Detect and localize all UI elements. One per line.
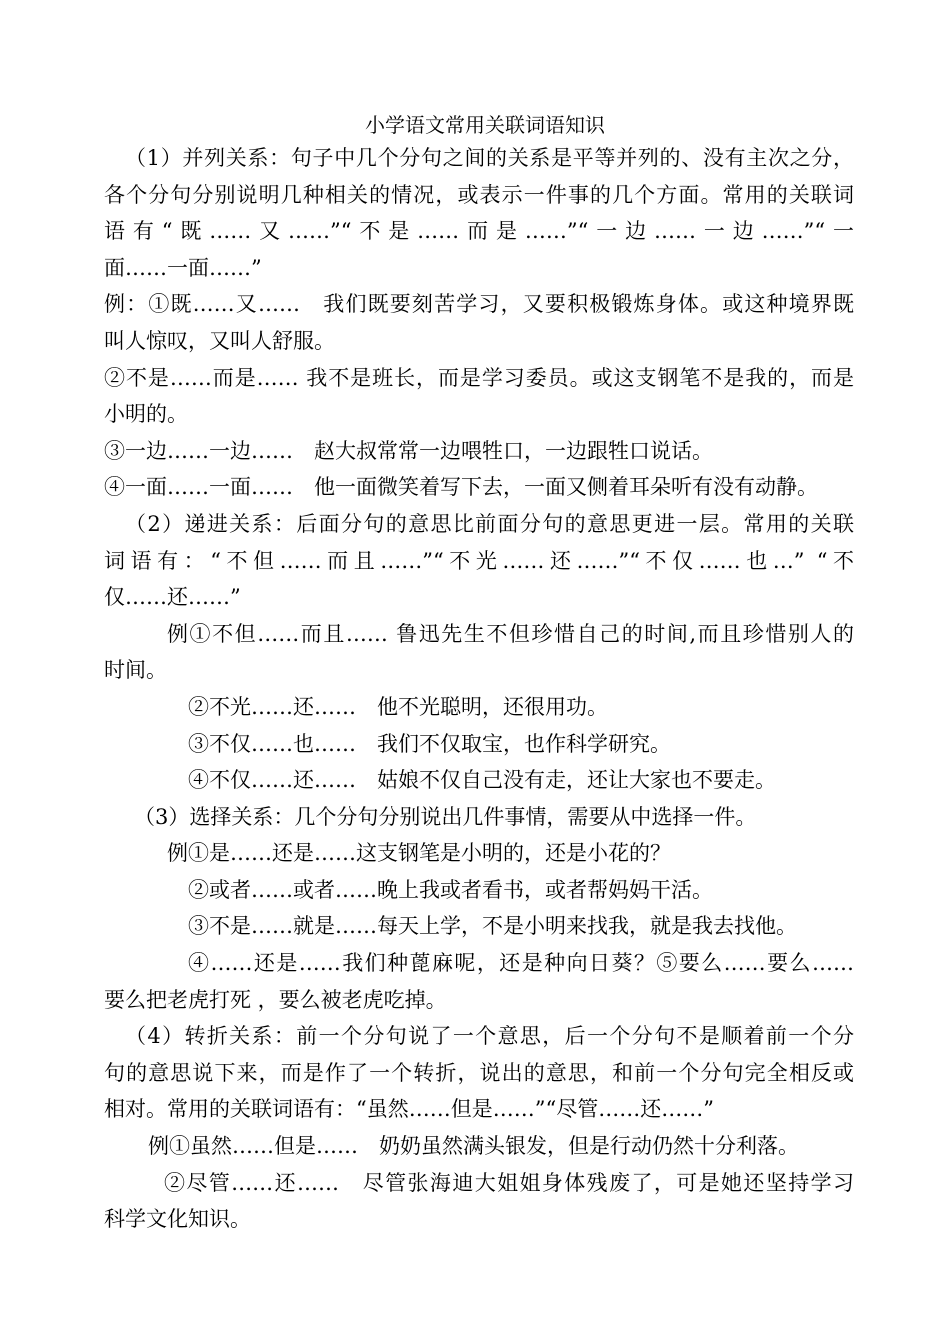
- text-line: 叫人惊叹，又叫人舒服。: [104, 328, 335, 353]
- text-line: 例①虽然……但是…… 奶奶虽然满头银发，但是行动仍然十分利落。: [148, 1134, 799, 1159]
- text-line: ④一面……一面…… 他一面微笑着写下去，一面又侧着耳朵听有没有动静。: [104, 475, 818, 500]
- text-line: （3）选择关系：几个分句分别说出几件事情，需要从中选择一件。: [134, 804, 757, 829]
- text-line: 例：①既……又…… 我们既要刻苦学习，又要积极锻炼身体。或这种境界既: [104, 292, 854, 317]
- text-line: 时间。: [104, 658, 167, 683]
- text-line: ②不是……而是…… 我不是班长，而是学习委员。或这支钢笔不是我的，而是: [104, 365, 854, 390]
- text-line: 例①是……还是……这支钢笔是小明的，还是小花的？: [167, 841, 671, 866]
- text-line: 词语有：“不但……而且……”“不光……还……”“不仅……也…” “不: [104, 548, 854, 573]
- text-line: ③不仅……也…… 我们不仅取宝，也作科学研究。: [188, 731, 671, 756]
- text-line: ②尽管……还…… 尽管张海迪大姐姐身体残废了，可是她还坚持学习: [164, 1170, 854, 1195]
- text-line: ③不是……就是……每天上学，不是小明来找我，就是我去找他。: [188, 914, 797, 939]
- text-line: 相对。常用的关联词语有：“虽然……但是……”“尽管……还……”: [104, 1097, 714, 1122]
- text-line: ④……还是……我们种蓖麻呢，还是种向日葵？⑤要么……要么……: [188, 951, 854, 976]
- text-line: （4）转折关系：前一个分句说了一个意思，后一个分句不是顺着前一个分: [125, 1024, 854, 1049]
- text-line: 小明的。: [104, 402, 188, 427]
- text-line: 仅……还……”: [104, 585, 241, 610]
- document-title: 小学语文常用关联词语知识: [365, 113, 605, 137]
- text-line: 例①不但……而且…… 鲁迅先生不但珍惜自己的时间,而且珍惜别人的: [167, 621, 854, 646]
- text-line: （2）递进关系：后面分句的意思比前面分句的意思更进一层。常用的关联: [125, 511, 854, 536]
- text-line: 各个分句分别说明几种相关的情况，或表示一件事的几个方面。常用的关联词: [104, 182, 854, 207]
- document-page: [104, 110, 854, 1238]
- text-line: （1）并列关系：句子中几个分句之间的关系是平等并列的、没有主次之分，: [125, 146, 854, 170]
- text-line: ②或者……或者……晚上我或者看书，或者帮妈妈干活。: [188, 877, 713, 902]
- text-line: 语有“既……又……”“不是……而是……”“一边……一边……”“一: [104, 219, 854, 244]
- text-line: ③一边……一边…… 赵大叔常常一边喂牲口，一边跟牲口说话。: [104, 438, 713, 463]
- text-line: 面……一面……”: [104, 255, 262, 280]
- text-line: 科学文化知识。: [104, 1207, 251, 1232]
- text-line: 要么把老虎打死 ，要么被老虎吃掉。: [104, 987, 447, 1012]
- text-line: ②不光……还…… 他不光聪明，还很用功。: [188, 694, 608, 719]
- text-line: ④不仅……还…… 姑娘不仅自己没有走，还让大家也不要走。: [188, 768, 776, 793]
- text-line: 句的意思说下来，而是作了一个转折，说出的意思，和前一个分句完全相反或: [104, 1060, 854, 1085]
